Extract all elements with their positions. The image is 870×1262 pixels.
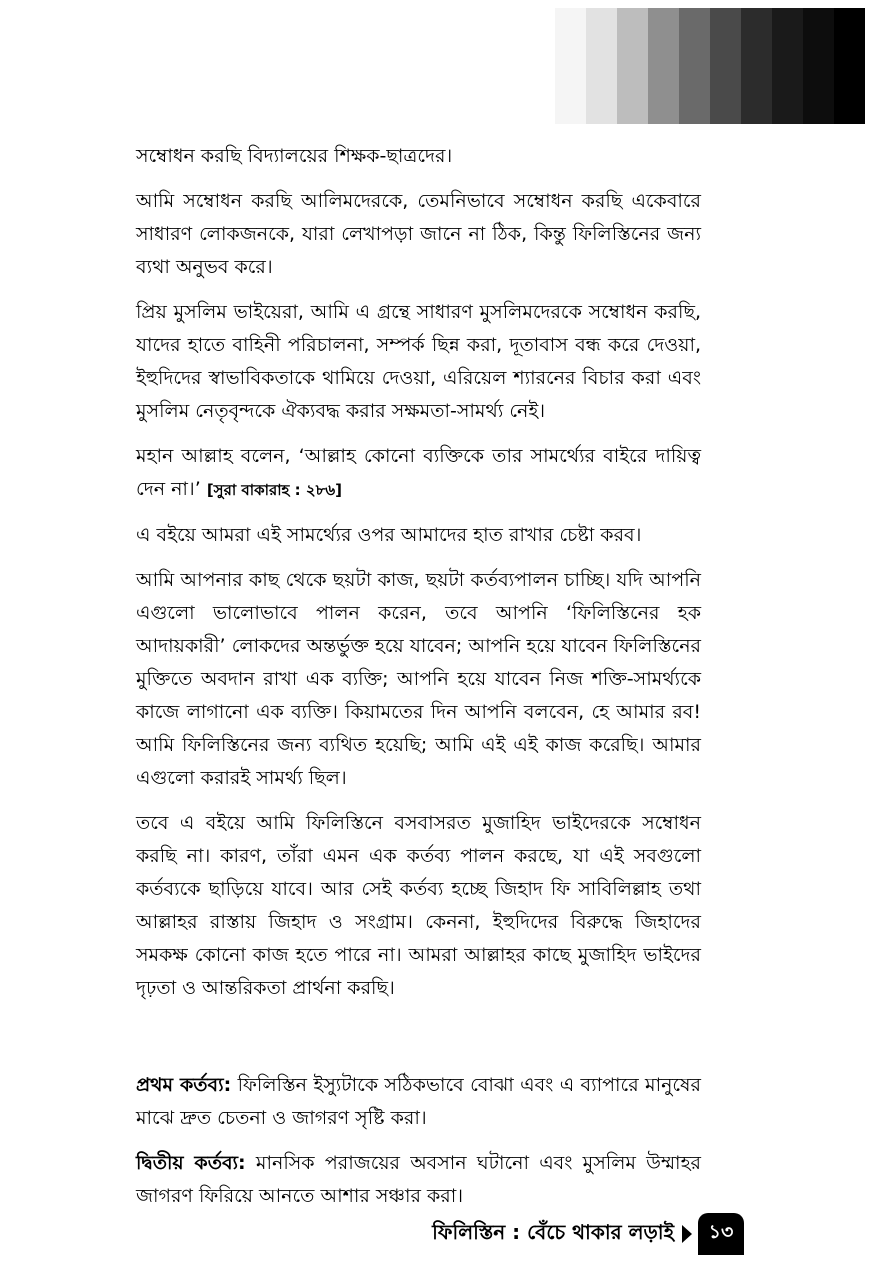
paragraph-1: সম্বোধন করছি বিদ্যালয়ের শিক্ষক-ছাত্রদের। <box>136 145 453 167</box>
duty-1-text: ফিলিস্তিন ইস্যুটাকে সঠিকভাবে বোঝা এবং এ ব্যাপারে মানুষের মাঝে দ্রুত চেতনা ও জাগরণ সৃষ্টি করা। <box>136 1074 701 1129</box>
gray-swatch-10 <box>834 8 865 124</box>
gray-swatch-8 <box>772 8 803 124</box>
duty-1-label: প্রথম কর্তব্য: <box>136 1074 232 1096</box>
book-title: ফিলিস্তিন : বেঁচে থাকার লড়াই <box>432 1219 674 1244</box>
quran-quote: মহান আল্লাহ বলেন, ‘আল্লাহ কোনো ব্যক্তিকে তার সামর্থ্যের বাইরে দায়িত্ব দেন না।’ <box>136 445 701 500</box>
quran-reference: [সুরা বাকারাহ : ২৮৬] <box>206 481 342 499</box>
gray-swatch-3 <box>617 8 648 124</box>
paragraph-7: তবে এ বইয়ে আমি ফিলিস্তিনে বসবাসরত মুজাহিদ ভাইদেরকে সম্বোধন করছি না। কারণ, তাঁরা এমন এক কর্তব্য পালন করছে, যা এই সবগুলো কর্তব্যকে ছাড়িয়ে যাবে। আর সেই কর্তব্য হচ্ছে জিহাদ ফি সাবিলিল্লাহ তথা আল্লাহর রাস্তায় জিহাদ ও সংগ্রাম। কেননা, ইহুদিদের বিরুদ্ধে জিহাদের সমকক্ষ কোনো কাজ হতে পারে না। আমরা আল্লাহর কাছে মুজাহিদ ভাইদের দৃঢ়তা ও আন্তরিকতা প্রার্থনা করছি। <box>136 812 701 999</box>
gray-swatch-4 <box>648 8 679 124</box>
gray-swatch-1 <box>555 8 586 124</box>
paragraph-4 <box>136 440 701 507</box>
gray-swatch-7 <box>741 8 772 124</box>
triangle-right-icon <box>682 1225 692 1243</box>
duty-2 <box>136 1147 701 1213</box>
paragraph-2: আমি সম্বোধন করছি আলিমদেরকে, তেমনিভাবে সম্বোধন করছি একেবারে সাধারণ লোকজনকে, যারা লেখাপড়া জানে না ঠিক, কিন্তু ফিলিস্তিনের জন্য ব্যথা অনুভব করে। <box>136 190 701 278</box>
duty-2-label: দ্বিতীয় কর্তব্য: <box>136 1152 246 1174</box>
page-body <box>136 140 701 1225</box>
page-number: ১৩ <box>698 1213 744 1255</box>
grayscale-calibration-strip <box>555 8 865 124</box>
paragraph-6: আমি আপনার কাছ থেকে ছয়টা কাজ, ছয়টা কর্তব্যপালন চাচ্ছি। যদি আপনি এগুলো ভালোভাবে পালন করেন, তবে আপনি ‘ফিলিস্তিনের হক আদায়কারী’ লোকদের অন্তর্ভুক্ত হয়ে যাবেন; আপনি হয়ে যাবেন ফিলিস্তিনের মুক্তিতে অবদান রাখা এক ব্যক্তি; আপনি হয়ে যাবেন নিজ শক্তি-সামর্থ্যকে কাজে লাগানো এক ব্যক্তি। কিয়ামতের দিন আপনি বলবেন, হে আমার রব! আমি ফিলিস্তিনের জন্য ব্যথিত হয়েছি; আমি এই এই কাজ করেছি। আমার এগুলো করারই সামর্থ্য ছিল। <box>136 569 701 789</box>
duty-2-text: মানসিক পরাজয়ের অবসান ঘটানো এবং মুসলিম উম্মাহর জাগরণ ফিরিয়ে আনতে আশার সঞ্চার করা। <box>136 1152 701 1207</box>
gray-swatch-9 <box>803 8 834 124</box>
gray-swatch-5 <box>679 8 710 124</box>
paragraph-3: প্রিয় মুসলিম ভাইয়েরা, আমি এ গ্রন্থে সাধারণ মুসলিমদেরকে সম্বোধন করছি, যাদের হাতে বাহিনী পরিচালনা, সম্পর্ক ছিন্ন করা, দূতাবাস বন্ধ করে দেওয়া, ইহুদিদের স্বাভাবিকতাকে থামিয়ে দেওয়া, এরিয়েল শ্যারনের বিচার করা এবং মুসলিম নেতৃবৃন্দকে ঐক্যবদ্ধ করার সক্ষমতা-সামর্থ্য নেই। <box>136 301 701 422</box>
page-footer <box>432 1214 744 1254</box>
paragraph-5: এ বইয়ে আমরা এই সামর্থ্যের ওপর আমাদের হাত রাখার চেষ্টা করব। <box>136 524 642 546</box>
duty-1 <box>136 1069 701 1135</box>
gray-swatch-6 <box>710 8 741 124</box>
gray-swatch-2 <box>586 8 617 124</box>
